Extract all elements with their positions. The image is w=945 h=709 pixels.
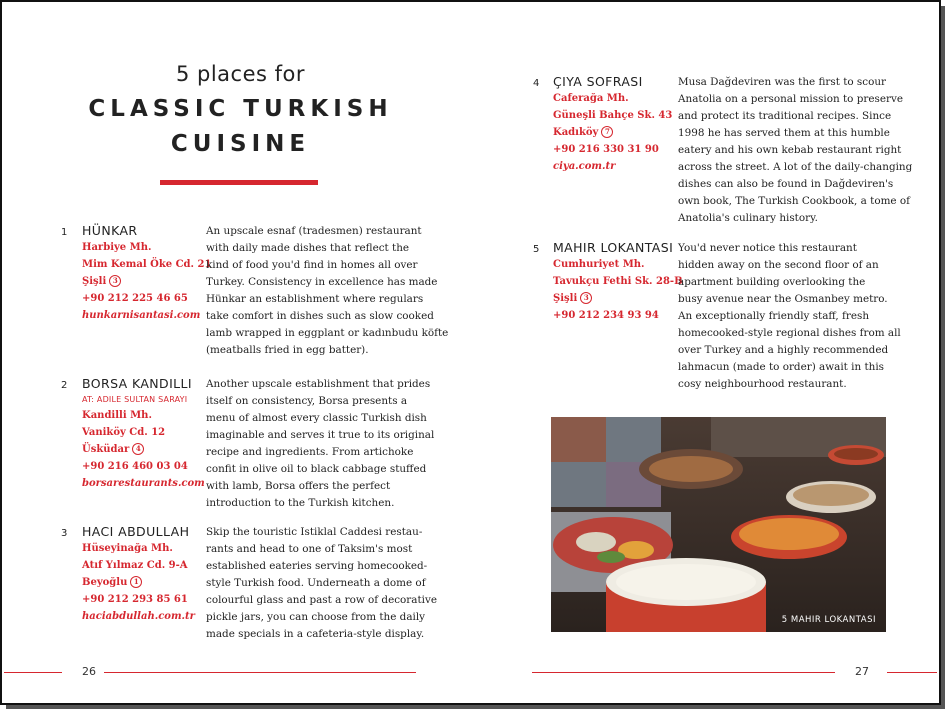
description-line: made specials in a cafeteria-style display.	[206, 628, 425, 640]
address-line-1: Hüseyinağa Mh.	[82, 543, 173, 554]
description-line: recipe and ingredients. From artichoke	[206, 446, 414, 458]
restaurant-name: MAHIR LOKANTASI	[553, 240, 674, 255]
phone-number: +90 212 225 46 65	[82, 293, 188, 304]
food-photo	[551, 417, 886, 632]
restaurant-description	[206, 524, 437, 643]
footer-rule-left	[4, 672, 62, 673]
website-link[interactable]: ciya.com.tr	[553, 161, 616, 172]
entry-number: 1	[61, 227, 68, 238]
description-line: introduction to the Turkish kitchen.	[206, 497, 395, 509]
page-title-line-2: CUISINE	[170, 131, 311, 157]
description-line: menu of almost every classic Turkish dish	[206, 412, 427, 424]
district-line	[553, 290, 683, 307]
description-line: homecooked-style regional dishes from all	[678, 327, 901, 339]
address-line-2: Güneşli Bahçe Sk. 43	[553, 110, 673, 121]
description-line: pickle jars, you can choose from the daily	[206, 611, 426, 623]
description-line: and protect its traditional recipes. Since	[678, 110, 892, 122]
description-line: over Turkey and a highly recommended	[678, 344, 889, 356]
map-ref-badge: 7	[601, 126, 613, 138]
district: Kadıköy	[553, 127, 599, 138]
entry-number: 2	[61, 380, 68, 391]
restaurant-name: HÜNKAR	[82, 223, 138, 238]
entry-number: 4	[533, 78, 540, 89]
address-line-1: Cumhuriyet Mh.	[553, 259, 645, 270]
district: Üsküdar	[82, 444, 130, 455]
page-number: 26	[82, 665, 96, 678]
map-ref-badge: 4	[132, 443, 144, 455]
phone-number: +90 212 293 85 61	[82, 594, 188, 605]
restaurant-name: BORSA KANDILLI	[82, 376, 192, 391]
entry-number: 5	[533, 244, 540, 255]
description-line: confit in olive oil to black cabbage stuffed	[206, 463, 427, 475]
food-pots-illustration	[551, 417, 886, 632]
description-line: with lamb, Borsa offers the perfect	[206, 480, 391, 492]
restaurant-address	[553, 256, 683, 324]
page-title-line-1: CLASSIC TURKISH	[88, 96, 393, 122]
restaurant-name: ÇIYA SOFRASI	[553, 74, 643, 89]
title-underline	[160, 180, 318, 185]
restaurant-address	[82, 239, 211, 324]
footer-rule-left	[532, 672, 835, 673]
phone-number: +90 212 234 93 94	[553, 310, 659, 321]
description-line: style Turkish food. Underneath a dome of	[206, 577, 426, 589]
address-line-2: Tavukçu Fethi Sk. 28-B	[553, 276, 683, 287]
description-line: An exceptionally friendly staff, fresh	[678, 310, 870, 322]
address-line-1: Harbiye Mh.	[82, 242, 152, 253]
description-line: lamb wrapped in eggplant or kadınbudu köfte	[206, 327, 449, 339]
description-line: itself on consistency, Borsa presents a	[206, 395, 408, 407]
phone-number: +90 216 330 31 90	[553, 144, 659, 155]
page-number: 27	[855, 665, 869, 678]
description-line: 1998 he has served them at this humble	[678, 127, 890, 139]
description-line: with daily made dishes that reflect the	[206, 242, 410, 254]
footer-rule-right	[104, 672, 416, 673]
district: Şişli	[553, 293, 578, 304]
district-line	[82, 441, 205, 458]
description-line: Turkey. Consistency in excellence has made	[206, 276, 438, 288]
website-link[interactable]: borsarestaurants.com	[82, 478, 205, 489]
restaurant-address	[82, 407, 205, 492]
description-line: Anatolia on a personal mission to preserve	[678, 93, 903, 105]
restaurant-address	[82, 540, 195, 625]
description-line: established eateries serving homecooked-	[206, 560, 428, 572]
map-ref-badge: 3	[580, 292, 592, 304]
description-line: Skip the touristic Istiklal Caddesi restau-	[206, 526, 423, 538]
district-line	[82, 273, 211, 290]
description-line: You'd never notice this restaurant	[678, 242, 857, 254]
description-line: across the street. A lot of the daily-changing	[678, 161, 913, 173]
address-line-2: Atıf Yılmaz Cd. 9-A	[82, 560, 188, 571]
description-line: imaginable and serves it true to its original	[206, 429, 435, 441]
description-line: own book, The Turkish Cookbook, a tome of	[678, 195, 910, 207]
description-line: lahmacun (made to order) await in this	[678, 361, 884, 373]
restaurant-description	[678, 74, 912, 227]
phone-number: +90 216 460 03 04	[82, 461, 188, 472]
website-link[interactable]: hunkarnisantasi.com	[82, 310, 201, 321]
restaurant-location-note: AT: ADILE SULTAN SARAYI	[82, 395, 188, 404]
page-subtitle: 5 places for	[175, 62, 306, 86]
description-line: eatery and his own kebab restaurant right	[678, 144, 902, 156]
description-line: colourful glass and past a row of decorative	[206, 594, 437, 606]
description-line: Hünkar an establishment where regulars	[206, 293, 424, 305]
description-line: Anatolia's culinary history.	[678, 212, 818, 224]
description-line: (meatballs fried in egg batter).	[206, 344, 369, 356]
footer-rule-right	[887, 672, 937, 673]
entry-number: 3	[61, 528, 68, 539]
restaurant-description	[206, 223, 448, 359]
description-line: dishes can also be found in Dağdeviren's	[678, 178, 894, 190]
district-line	[82, 574, 195, 591]
district-line	[553, 124, 672, 141]
description-line: rants and head to one of Taksim's most	[206, 543, 413, 555]
photo-caption: 5 MAHIR LOKANTASI	[781, 615, 876, 625]
restaurant-name: HACI ABDULLAH	[82, 524, 190, 539]
address-line-1: Kandilli Mh.	[82, 410, 152, 421]
address-line-2: Vaniköy Cd. 12	[82, 427, 166, 438]
description-line: An upscale esnaf (tradesmen) restaurant	[206, 225, 422, 237]
restaurant-description	[206, 376, 434, 512]
description-line: take comfort in dishes such as slow cooked	[206, 310, 434, 322]
description-line: hidden away on the second floor of an	[678, 259, 879, 271]
description-line: kind of food you'd find in homes all over	[206, 259, 418, 271]
website-link[interactable]: haciabdullah.com.tr	[82, 611, 195, 622]
map-ref-badge: 1	[130, 576, 142, 588]
description-line: apartment building overlooking the	[678, 276, 866, 288]
restaurant-address	[553, 90, 672, 175]
restaurant-description	[678, 240, 901, 393]
district: Şişli	[82, 276, 107, 287]
description-line: busy avenue near the Osmanbey metro.	[678, 293, 888, 305]
left-page	[4, 4, 470, 701]
address-line-1: Caferağa Mh.	[553, 93, 629, 104]
description-line: Another upscale establishment that prides	[206, 378, 431, 390]
description-line: cosy neighbourhood restaurant.	[678, 378, 847, 390]
description-line: Musa Dağdeviren was the first to scour	[678, 76, 886, 88]
district: Beyoğlu	[82, 577, 128, 588]
address-line-2: Mim Kemal Öke Cd. 21	[82, 259, 212, 270]
map-ref-badge: 3	[109, 275, 121, 287]
